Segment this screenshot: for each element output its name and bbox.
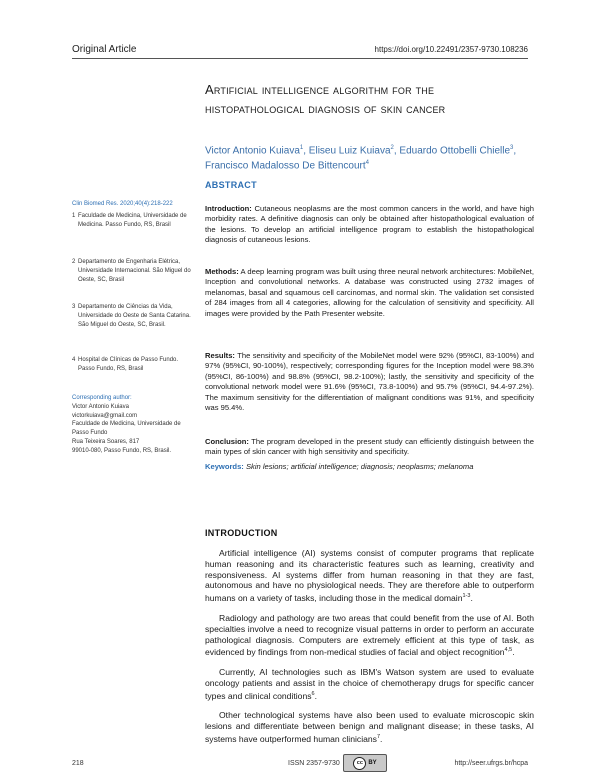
cc-icon: cc (353, 757, 366, 770)
introduction-heading: INTRODUCTION (205, 528, 278, 538)
abstract-introduction (205, 204, 534, 246)
creative-commons-badge[interactable] (343, 754, 387, 772)
author-name: Francisco Madalosso De Bittencourt (205, 160, 366, 172)
corresponding-author (72, 394, 196, 456)
abstract-heading: ABSTRACT (205, 180, 257, 190)
corresponding-name: Victor Antonio Kuiava (72, 403, 129, 410)
author-affil-ref: 1 (299, 145, 304, 151)
affiliation (72, 212, 196, 230)
paragraph-end: . (314, 690, 317, 701)
cc-by-label: BY (368, 760, 377, 766)
author-affil-ref: 3 (510, 145, 514, 151)
article-title: Artificial intelligence algorithm for the histopathological diagnosis of skin cancer (205, 82, 446, 116)
affiliation (72, 356, 196, 374)
affiliation-number: 3 (72, 304, 76, 310)
journal-citation: Clin Biomed Res. 2020;40(4):218-222 (72, 201, 173, 207)
affiliation-text: Faculdade de Medicina, Universidade de Medicina. Passo Fundo, RS, Brasil (78, 213, 187, 228)
corresponding-city: 99010-080, Passo Fundo, RS, Brasil. (72, 447, 172, 454)
section-label: Original Article (72, 44, 137, 55)
author-name: Eduardo Ottobelli Chielle (399, 145, 511, 157)
author-affil-ref: 4 (365, 160, 369, 167)
reference-marker: 6 (311, 690, 315, 697)
abstract-methods (205, 267, 534, 319)
doi-link[interactable]: https://doi.org/10.22491/2357-9730.108236 (374, 45, 528, 54)
affiliation-number: 2 (72, 259, 76, 265)
affiliation-number: 4 (72, 357, 76, 363)
author-separator: , (513, 145, 517, 157)
body-paragraph (205, 548, 534, 604)
abstract-text: The program developed in the present study can efficiently distinguish between the main types of skin cancer with high sensitivity and specificity. (205, 437, 534, 457)
author-affil-ref: 2 (390, 145, 394, 151)
issn: ISSN 2357-9730 (288, 760, 340, 767)
abstract-text: The sensitivity and specificity of the MobileNet model were 92% (95%CI, 83-100%) and 97% (95%CI, 90-100%), respectively; corresponding figures for the Inception model were 98.3% (95%CI, 86-100%) and 98.8% (95%CI, 98.2-100%); lastly, the sensitivity and specificity of the convolutional network model were 91.6% (95%CI, 73.8-100%) and 95.7% (95%CI, 94.4-97.2%). The maximum sensitivity for the differentiation of malignant conditions was 91%, and specificity was 95.4%. (205, 351, 534, 413)
abstract-label: Conclusion: (205, 437, 249, 446)
abstract-text: A deep learning program was built using three neural network architectures: MobileNet, Inception and convolutional networks. A database was constructed using 2732 images of melanomas, basal and squamous cell carcinomas, and normal skin. The validation set consisted of 284 images from all 4 categories, allowing for the calculation of sensitivity and specificity. All images were provided by the Path Presenter website. (205, 267, 534, 318)
corresponding-institution: Faculdade de Medicina, Universidade de Passo Fundo (72, 421, 181, 437)
affiliation-text: Hospital de Clínicas de Passo Fundo. Passo Fundo, RS, Brasil (78, 357, 179, 372)
abstract-text: Cutaneous neoplasms are the most common cancers in the world, and have high morbidity rates. A definitive diagnosis can only be obtained after histopathological evaluation of the lesions. To develop an artificial intelligence program to establish the histopathological diagnosis of cutaneous lesions. (205, 204, 534, 245)
page-number: 218 (72, 760, 84, 767)
reference-marker: 7 (376, 733, 381, 740)
author-name: Eliseu Luiz Kuiava (308, 145, 391, 157)
paragraph-end: . (380, 733, 383, 744)
journal-url[interactable]: http://seer.ufrgs.br/hcpa (454, 760, 528, 767)
corresponding-label: Corresponding author: (72, 395, 132, 401)
abstract-label: Methods: (205, 267, 239, 276)
abstract-label: Results: (205, 351, 235, 360)
paragraph-text: Artificial intelligence (AI) systems consist of computer programs that replicate human reasoning and its characteristic features such as learning, creativity and responsiveness. AI systems differ from human reasoning in that they are fast, autonomous and have no physiological needs. They are therefore able to outperform humans on a variety of tasks, including those in the medical domain (205, 548, 534, 604)
paragraph-text: Currently, AI technologies such as IBM's Watson system are used to evaluate oncology patients and assist in the choice of chemotherapy drugs for specific cancer types and clinical conditions (205, 667, 534, 701)
body-paragraph (205, 613, 534, 658)
corresponding-street: Rua Teixeira Soares, 817 (72, 438, 140, 445)
affiliation-text: Departamento de Ciências da Vida, Universidade do Oeste de Santa Catarina. São Miguel do Oeste, SC, Brasil. (78, 304, 191, 328)
paragraph-end: . (470, 593, 473, 604)
paragraph-text: Radiology and pathology are two areas that could benefit from the use of AI. Both specialties involve a need to recognize visual patterns in order to perform an accurate pathological diagnosis. Computers are extremely efficient at this type of task, as evidenced by findings from non-medical studies of facial and object recognition (205, 613, 534, 658)
body-paragraph (205, 667, 534, 701)
author-name: Victor Antonio Kuiava (205, 145, 300, 157)
abstract-conclusion (205, 437, 534, 458)
keywords-text: Skin lesions; artificial intelligence; diagnosis; neoplasms; melanoma (245, 462, 474, 471)
abstract-results (205, 351, 534, 413)
author-separator: , (393, 145, 400, 157)
affiliation-text: Departamento de Engenharia Elétrica, Universidade Internacional. São Miguel do Oeste, SC, Brasil (78, 259, 191, 283)
affiliation (72, 303, 196, 329)
header-divider (72, 58, 528, 59)
affiliation (72, 258, 196, 284)
reference-marker: 1-3 (462, 593, 471, 600)
author-list (205, 142, 535, 173)
abstract-label: Introduction: (205, 204, 252, 213)
author-separator: , (303, 145, 309, 157)
paragraph-text: Other technological systems have also been used to evaluate microscopic skin lesions and differentiate between benign and malignant disease; in these tasks, AI systems have outperformed human clinicians (205, 710, 534, 744)
affiliation-number: 1 (72, 213, 76, 219)
corresponding-email[interactable]: victorkuiava@gmail.com (72, 412, 138, 419)
keywords (205, 462, 535, 472)
keywords-label: Keywords: (205, 462, 244, 471)
paragraph-end: . (512, 647, 515, 658)
reference-marker: 4,5 (504, 647, 513, 654)
body-paragraph (205, 710, 534, 744)
